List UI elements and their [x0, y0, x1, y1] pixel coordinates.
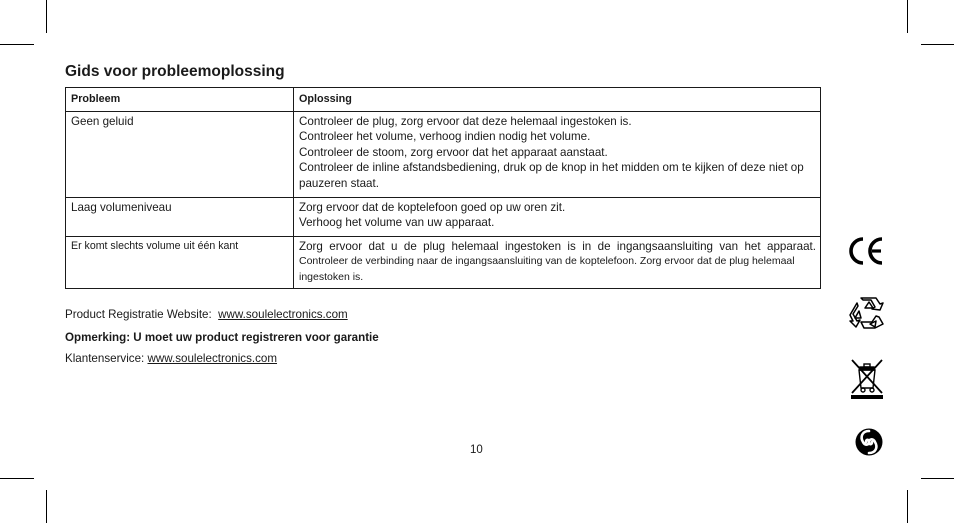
registration-label: Product Registratie Website: — [65, 308, 212, 321]
solution-cell — [294, 197, 821, 236]
crop-mark — [921, 44, 954, 45]
customer-service-label: Klantenservice: — [65, 352, 145, 365]
crop-mark — [0, 44, 34, 45]
solution-cell — [294, 111, 821, 197]
customer-service-line — [65, 352, 277, 365]
recycle-icon — [849, 296, 885, 330]
solution-line: Zorg ervoor dat u de plug helemaal ingestoken is in de ingangsaansluiting van het apparaat. — [299, 239, 816, 253]
page-number: 10 — [470, 444, 483, 456]
table-header-row — [66, 88, 821, 112]
table-row — [66, 197, 821, 236]
crop-mark — [907, 0, 908, 33]
page-title: Gids voor probleemoplossing — [65, 63, 285, 80]
solution-line: Verhoog het volume van uw apparaat. — [299, 216, 495, 229]
column-header: Probleem — [66, 88, 294, 112]
problem-cell: Geen geluid — [66, 111, 294, 197]
green-dot-icon — [854, 427, 884, 457]
table-row — [66, 236, 821, 289]
solution-line: Controleer de stoom, zorg ervoor dat het apparaat aanstaat. — [299, 145, 608, 159]
solution-line: Controleer de inline afstandsbediening, druk op de knop in het midden om te kijken of deze niet op pauzeren staat. — [299, 161, 804, 190]
column-header: Oplossing — [294, 88, 821, 112]
crop-mark — [921, 478, 954, 479]
customer-service-link[interactable]: www.soulelectronics.com — [147, 352, 278, 365]
warranty-note: Opmerking: U moet uw product registreren voor garantie — [65, 331, 379, 344]
crop-mark — [46, 490, 47, 523]
registration-link[interactable]: www.soulelectronics.com — [218, 308, 348, 321]
weee-crossed-bin-icon — [850, 358, 884, 400]
solution-line: Controleer de verbinding naar de ingangsaansluiting van de koptelefoon. Zorg ervoor dat de plug helemaal ingestoken is. — [299, 255, 795, 283]
troubleshooting-table — [65, 87, 821, 289]
registration-line — [65, 308, 348, 321]
solution-line: Zorg ervoor dat de koptelefoon goed op uw oren zit. — [299, 200, 566, 214]
ce-mark-icon — [846, 236, 886, 266]
solution-cell — [294, 236, 821, 289]
table-row — [66, 111, 821, 197]
solution-line: Controleer het volume, verhoog indien nodig het volume. — [299, 130, 591, 143]
crop-mark — [907, 490, 908, 523]
problem-cell: Er komt slechts volume uit één kant — [66, 236, 294, 289]
problem-cell: Laag volumeniveau — [66, 197, 294, 236]
crop-mark — [0, 478, 34, 479]
solution-line: Controleer de plug, zorg ervoor dat deze helemaal ingestoken is. — [299, 114, 632, 128]
crop-mark — [46, 0, 47, 33]
